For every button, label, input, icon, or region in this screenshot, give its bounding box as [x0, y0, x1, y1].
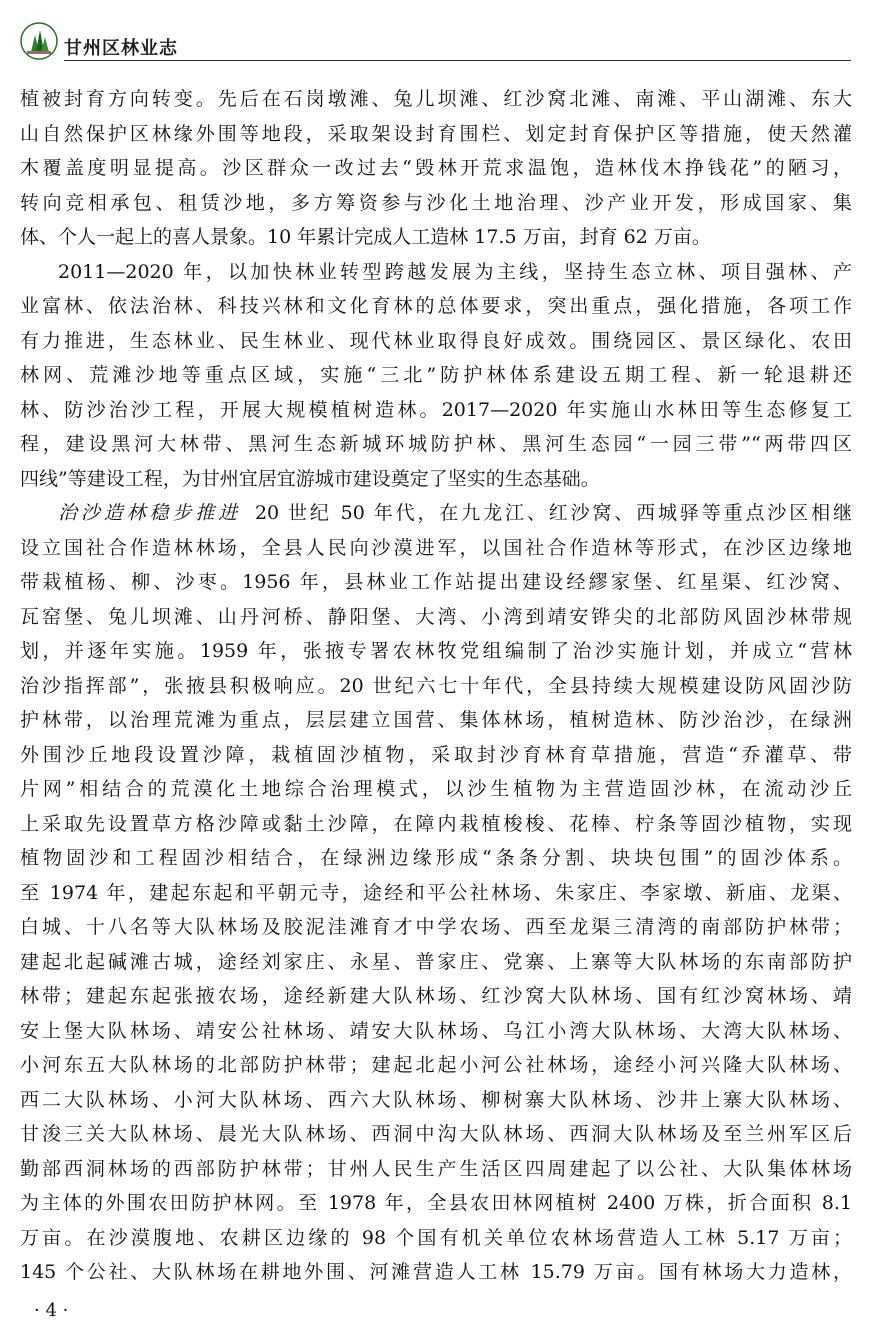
- text-line: 为主体的外围农田防护林网。至 1978 年，全县农田林网植树 2400 万株，折合面积 8.1: [20, 1192, 852, 1214]
- text-line: 植被封育方向转变。先后在石岗墩滩、兔儿坝滩、红沙窝北滩、南滩、平山湖滩、东大: [20, 88, 852, 110]
- text-line: 林带；建起东起张掖农场，途经新建大队林场、红沙窝大队林场、国有红沙窝林场、靖: [20, 985, 852, 1007]
- text-line: 林、防沙治沙工程，开展大规模植树造林。2017—2020 年实施山水林田等生态修复工: [20, 398, 852, 421]
- text-line: 山自然保护区林缘外围等地段，采取架设封育围栏、划定封育保护区等措施，使天然灌: [20, 122, 852, 145]
- text-line: 外围沙丘地段设置沙障，栽植固沙植物，采取封沙育林育草措施，营造“乔灌草、带: [20, 743, 852, 766]
- text-line: 转向竞相承包、租赁沙地，多方筹资参与沙化土地治理、沙产业开发，形成国家、集: [20, 191, 852, 214]
- forest-tree-logo: [20, 22, 58, 60]
- text-line: 体、个人一起上的喜人景象。10 年累计完成人工造林 17.5 万亩，封育 62 万亩。: [20, 226, 711, 248]
- text-line: 治沙指挥部”，张掖县积极响应。20 世纪六七十年代，全县持续大规模建设防风固沙防: [20, 674, 852, 697]
- text-line: 安上堡大队林场、靖安公社林场、靖安大队林场、乌江小湾大队林场、大湾大队林场、: [20, 1019, 852, 1042]
- text-line: 划，并逐年实施。1959 年，张掖专署农林牧党组编制了治沙实施计划，并成立“营林: [20, 640, 852, 662]
- text-line: 上采取先设置草方格沙障或黏土沙障，在障内栽植梭梭、花棒、柠条等固沙植物，实现: [20, 812, 852, 835]
- text-line: 西二大队林场、小河大队林场、西六大队林场、柳树寨大队林场、沙井上寨大队林场、: [20, 1088, 852, 1111]
- text-line: 145 个公社、大队林场在耕地外围、河滩营造人工林 15.79 万亩。国有林场大力造林，: [20, 1261, 852, 1283]
- text-line: 设立国社合作造林林场，全县人民向沙漠进军，以国社合作造林等形式，在沙区边缘地: [20, 536, 852, 559]
- text-line-content: 20 世纪 50 年代，在九龙江、红沙窝、西城驿等重点沙区相继: [254, 502, 852, 524]
- text-line: 小河东五大队林场的北部防护林带；建起北起小河公社林场，途经小河兴隆大队林场、: [20, 1054, 852, 1076]
- page-number: · 4 ·: [34, 1300, 69, 1321]
- text-line: 四线”等建设工程，为甘州宜居宜游城市建设奠定了坚实的生态基础。: [20, 467, 600, 490]
- text-line: 片网”相结合的荒漠化土地综合治理模式，以沙生植物为主营造固沙林，在流动沙丘: [20, 778, 852, 800]
- text-line: 林网、荒滩沙地等重点区域，实施“三北”防护林体系建设五期工程、新一轮退耕还: [20, 364, 852, 386]
- text-line: 木覆盖度明显提高。沙区群众一改过去“毁林开荒求温饱，造林伐木挣钱花”的陋习，: [20, 157, 852, 179]
- page-header: [20, 20, 851, 64]
- text-line: 程，建设黑河大林带、黑河生态新城环城防护林、黑河生态园“一园三带”“两带四区: [20, 433, 852, 455]
- text-line: 勤部西洞林场的西部防护林带；甘州人民生产生活区四周建起了以公社、大队集体林场: [20, 1157, 852, 1180]
- text-line: 万亩。在沙漠腹地、农耕区边缘的 98 个国有机关单位农林场营造人工林 5.17 万亩；: [20, 1226, 852, 1249]
- text-line: 甘浚三关大队林场、晨光大队林场、西洞中沟大队林场、西洞大队林场及至兰州军区后: [20, 1123, 852, 1145]
- text-line: 护林带，以治理荒滩为重点，层层建立国营、集体林场，植树造林、防沙治沙，在绿洲: [20, 709, 852, 731]
- book-title: 甘州区林业志: [64, 38, 178, 59]
- text-line: 业富林、依法治林、科技兴林和文化育林的总体要求，突出重点，强化措施，各项工作: [20, 295, 852, 317]
- text-line: 2011—2020 年，以加快林业转型跨越发展为主线，坚持生态立林、项目强林、产: [58, 260, 852, 283]
- text-line: 白城、十八名等大队林场及胶泥洼滩育才中学农场、西至龙渠三清湾的南部防护林带；: [20, 916, 852, 938]
- text-line: 至 1974 年，建起东起和平朝元寺，途经和平公社林场、朱家庄、李家墩、新庙、龙渠、: [20, 881, 852, 904]
- text-line: 带栽植杨、柳、沙枣。1956 年，县林业工作站提出建设经繆家堡、红星渠、红沙窝、: [20, 571, 852, 593]
- text-line: 植物固沙和工程固沙相结合，在绿洲边缘形成“条条分割、块块包围”的固沙体系。: [20, 847, 852, 869]
- text-line: 建起北起碱滩古城，途经刘家庄、永星、普家庄、党寨、上寨等大队林场的东南部防护: [20, 950, 852, 973]
- section-heading: 治沙造林稳步推进: [58, 502, 241, 524]
- header-divider: [64, 60, 851, 61]
- body-text: [20, 82, 852, 1290]
- text-line: 有力推进，生态林业、民生林业、现代林业取得良好成效。围绕园区、景区绿化、农田: [20, 329, 852, 352]
- text-line: 瓦窑堡、兔儿坝滩、山丹河桥、静阳堡、大湾、小湾到靖安铧尖的北部防风固沙林带规: [20, 605, 852, 628]
- text-line: [20, 496, 852, 531]
